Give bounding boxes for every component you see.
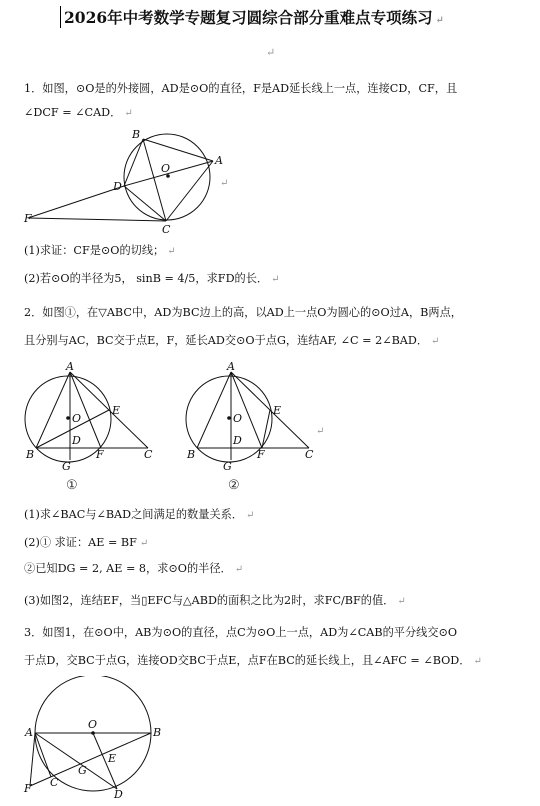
q3-label-O: O	[88, 718, 98, 731]
q2-sub1: (1)求∠BAC与∠BAD之间满足的数量关系． ↵	[24, 508, 255, 521]
q3-label-D: D	[114, 788, 123, 801]
q2-fig1-caption: ①	[66, 478, 78, 493]
q2f1-label-D: D	[72, 434, 81, 447]
q2-sub3: (3)如图2，连结EF，当▯EFC与△ABD的面积之比为2时，求FC/BF的值． ↵	[24, 594, 406, 607]
q2f2-label-C: C	[305, 448, 314, 461]
q2-figure-1	[20, 360, 170, 495]
q2-figure-2	[180, 360, 340, 495]
q2f2-label-A: A	[227, 360, 235, 373]
q1-label-O: O	[161, 162, 171, 175]
q1-label-C: C	[162, 223, 171, 236]
q2f2-label-D: D	[233, 434, 242, 447]
q2f1-label-E: E	[112, 404, 121, 417]
q2-fig2-caption: ②	[228, 478, 240, 493]
q3-label-E: E	[108, 752, 117, 765]
q2-stem-line1: 2．如图①，在▽ABC中，AD为BC边上的高，以AD上一点O为圆心的⊙O过A，B两点，	[24, 306, 462, 319]
q3-figure	[20, 676, 180, 804]
q2f1-label-F: F	[96, 448, 104, 461]
q2f2-label-G: G	[223, 460, 232, 473]
q3-label-G: G	[78, 764, 87, 777]
q3-label-A: A	[25, 726, 33, 739]
q1-label-D: D	[113, 180, 122, 193]
q1-stem-line1: 1．如图，⊙O是的外接圆，AD是⊙O的直径，F是AD延长线上一点，连接CD，CF，且	[24, 82, 458, 95]
q1-stem-line2: ∠DCF = ∠CAD． ↵	[24, 106, 133, 119]
q3-stem-line1: 3．如图1，在⊙O中，AB为⊙O的直径，点C为⊙O上一点，AD为∠CAB的平分线交⊙O	[24, 626, 458, 639]
q2f1-label-B: B	[26, 448, 35, 461]
q3-label-C: C	[50, 776, 59, 789]
q2f2-label-E: E	[273, 404, 282, 417]
svg-text:↵: ↵	[316, 426, 325, 437]
q2f2-label-B: B	[187, 448, 196, 461]
q1-sub1: (1)求证：CF是⊙O的切线； ↵	[24, 244, 176, 257]
q1-label-F: F	[24, 212, 32, 225]
return-mark: ↵	[266, 46, 276, 59]
svg-text:↵: ↵	[220, 178, 229, 189]
q3-label-B: B	[153, 726, 162, 739]
q2f2-label-O: O	[233, 412, 243, 425]
return-mark: ↵	[435, 15, 445, 26]
q2f1-label-C: C	[144, 448, 153, 461]
q3-stem-line2: 于点D，交BC于点G，连接OD交BC于点E，点F在BC的延长线上，且∠AFC = ∠BOD． ↵	[24, 654, 482, 667]
q2f1-label-G: G	[62, 460, 71, 473]
q2-sub2a: (2)① 求证：AE = BF ↵	[24, 536, 149, 549]
q1-figure	[20, 128, 250, 238]
q1-label-A: A	[215, 154, 223, 167]
q2-stem-line2: 且分别与AC，BC交于点E，F，延长AD交⊙O于点G，连结AF, ∠C = 2∠BAD． ↵	[24, 334, 440, 347]
q2f1-label-O: O	[72, 412, 82, 425]
page-title: 2026年中考数学专题复习圆综合部分重难点专项练习 ↵	[60, 6, 504, 28]
q1-sub2: (2)若⊙O的半径为5， sinB = 4/5，求FD的长． ↵	[24, 272, 280, 285]
q2f2-label-F: F	[257, 448, 265, 461]
q2f1-label-A: A	[66, 360, 74, 373]
q2-sub2b: ②已知DG = 2, AE = 8，求⊙O的半径． ↵	[24, 562, 244, 575]
q1-label-B: B	[132, 128, 141, 141]
q3-label-F: F	[24, 782, 32, 795]
